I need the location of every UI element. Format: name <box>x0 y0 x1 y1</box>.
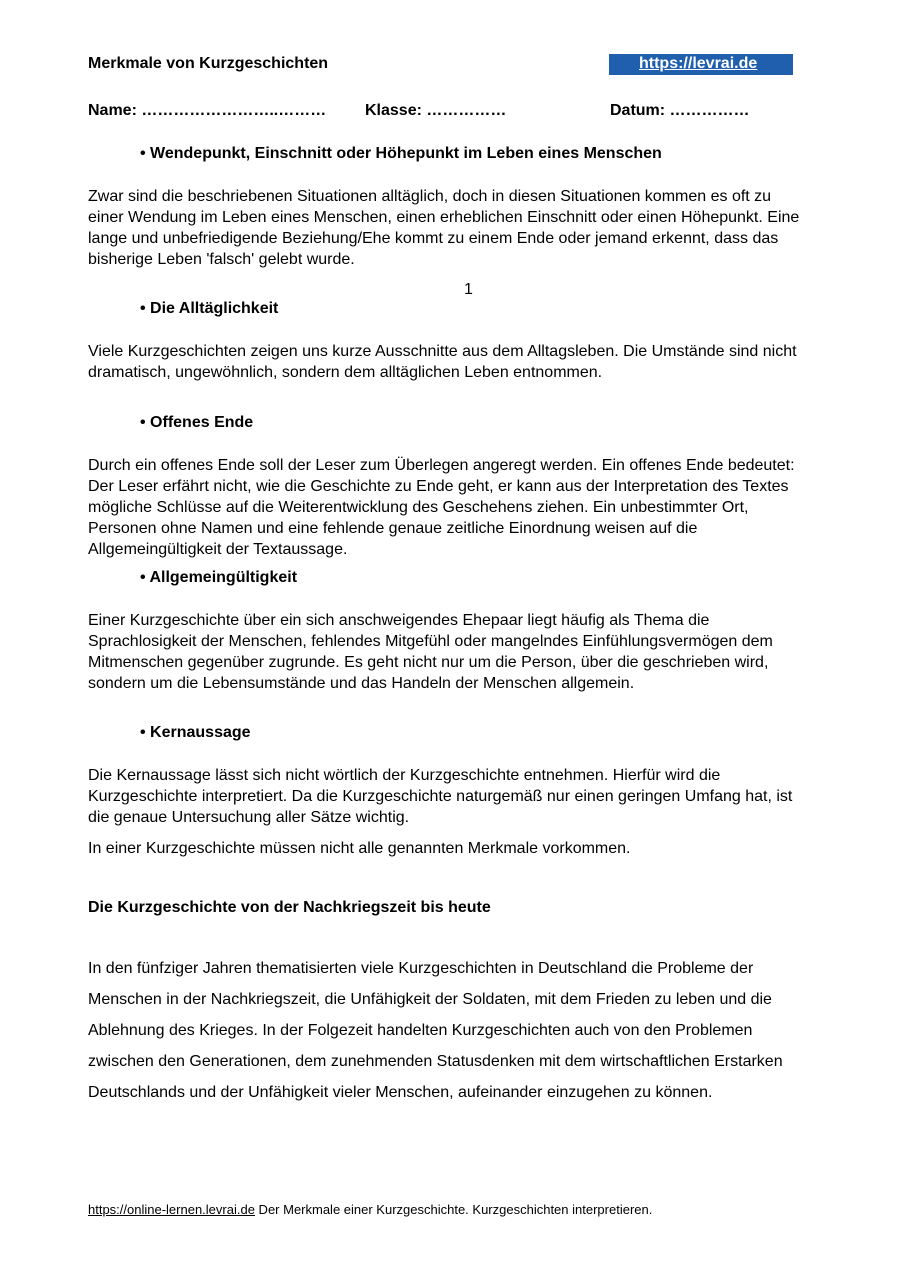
section-text: Die Kernaussage lässt sich nicht wörtlich der Kurzgeschichte entnehmen. Hierfür wird die Kurzgeschichte interpretiert. Da die Kurzgeschichte naturgemäß nur einen geringen Umfang hat, ist die genaue Untersuchung aller Sätze wichtig. <box>88 767 793 826</box>
page-number: 1 <box>464 281 473 298</box>
note-text: In einer Kurzgeschichte müssen nicht alle genannten Merkmale vorkommen. <box>88 840 631 857</box>
date-field: Datum: …………… <box>610 102 750 119</box>
history-text: In den fünfziger Jahren thematisierten viele Kurzgeschichten in Deutschland die Probleme der Menschen in der Nachkriegszeit, die Unfähigkeit der Soldaten, mit dem Frieden zu leben und die Ablehnung des Krieges. In der Folgezeit handelten Kurzgeschichten auch von den Problemen zwischen den Generationen, dem zunehmenden Statusdenken mit dem wirtschaftlichen Erstarken Deutschlands und der Unfähigkeit vieler Menschen, aufeinander einzugehen zu können. <box>88 960 783 1101</box>
name-field: Name: ……………………..……… <box>88 102 327 119</box>
section-text: Zwar sind die beschriebenen Situationen alltäglich, doch in diesen Situationen kommen es oft zu einer Wendung im Leben eines Menschen, einen erheblichen Einschnitt oder einen Höhepunkt. Eine lange und unbefriedigende Beziehung/Ehe kommt zu einem Ende oder jemand erkennt, dass das bisherige Leben 'falsch' gelebt wurde. <box>88 188 800 268</box>
section-heading: • Offenes Ende <box>140 414 254 431</box>
footer <box>88 1202 652 1217</box>
header-link[interactable]: https://levrai.de <box>639 55 758 72</box>
history-heading: Die Kurzgeschichte von der Nachkriegszeit bis heute <box>88 899 491 916</box>
section-heading: • Kernaussage <box>140 724 251 741</box>
footer-text: Der Merkmale einer Kurzgeschichte. Kurzgeschichten interpretieren. <box>254 1202 653 1217</box>
section-heading: • Wendepunkt, Einschnitt oder Höhepunkt im Leben eines Menschen <box>140 145 662 162</box>
section-text: Viele Kurzgeschichten zeigen uns kurze Ausschnitte aus dem Alltagsleben. Die Umstände sind nicht dramatisch, ungewöhnlich, sondern dem alltäglichen Leben entnommen. <box>88 343 797 381</box>
section-text: Durch ein offenes Ende soll der Leser zum Überlegen angeregt werden. Ein offenes Ende bedeutet: Der Leser erfährt nicht, wie die Geschichte zu Ende geht, er kann aus der Interpretation des Textes mögliche Schlüsse auf die Weiterentwicklung des Geschehens ziehen. Ein unbestimmter Ort, Personen ohne Namen und eine fehlende genaue zeitliche Einordnung weisen auf die Allgemeingültigkeit der Textaussage. <box>88 457 795 558</box>
section-heading: • Allgemeingültigkeit <box>140 569 298 586</box>
section-heading: • Die Alltäglichkeit <box>140 300 279 317</box>
class-field: Klasse: …………… <box>365 102 507 119</box>
document-title: Merkmale von Kurzgeschichten <box>88 55 329 72</box>
footer-link[interactable]: https://online-lernen.levrai.de <box>88 1202 255 1217</box>
header-link-box[interactable] <box>609 54 793 75</box>
section-text: Einer Kurzgeschichte über ein sich anschweigendes Ehepaar liegt häufig als Thema die Sprachlosigkeit der Menschen, fehlendes Mitgefühl oder mangelndes Einfühlungsvermögen dem Mitmenschen gegenüber zugrunde. Es geht nicht nur um die Person, über die geschrieben wird, sondern um die Lebensumstände und das Handeln der Menschen allgemein. <box>88 612 773 692</box>
